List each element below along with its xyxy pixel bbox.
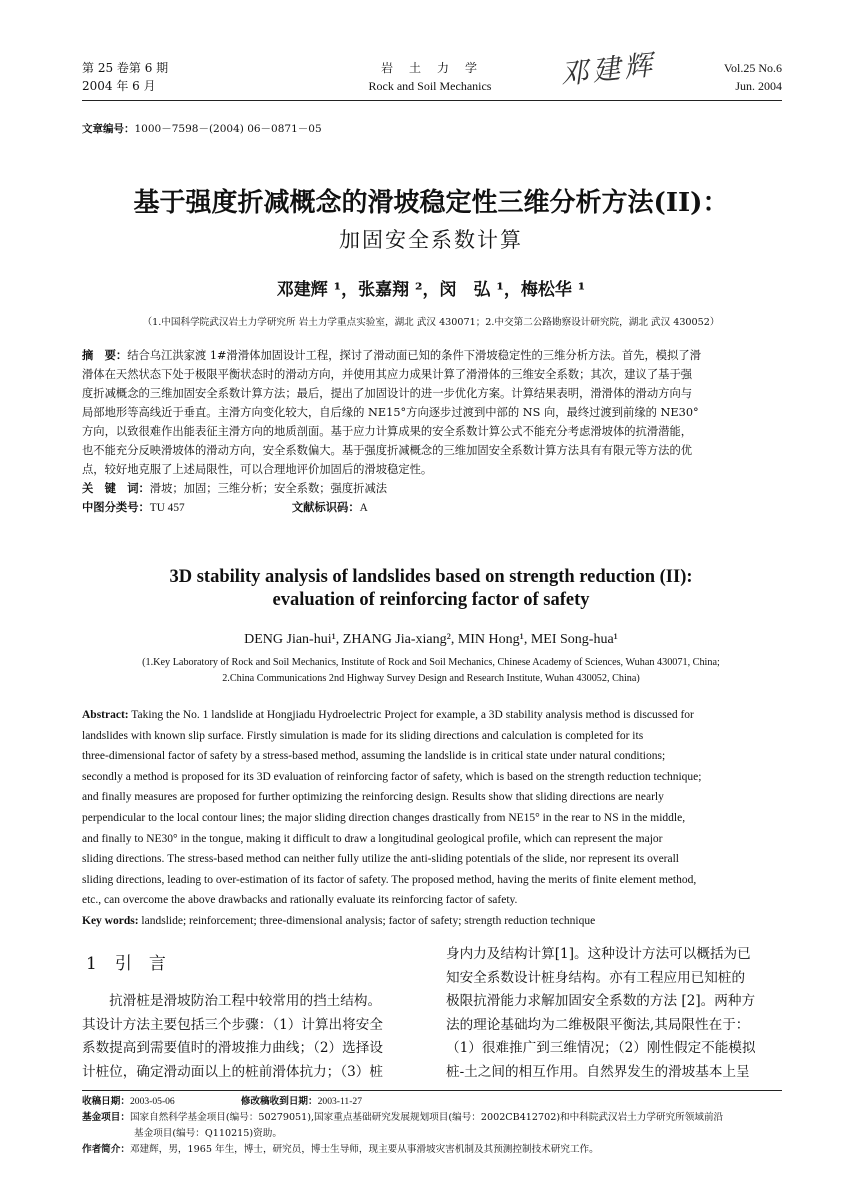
- abstract-en-line: landslides with known slip surface. Firstly simulation is made for its sliding directions and calculation is completed for its: [82, 729, 644, 742]
- article-number: 文章编号：1000－7598－(2004) 06－0871－05: [82, 123, 322, 135]
- body-line: 桩-土之间的相互作用。自然界发生的滑坡基本上呈: [446, 1063, 750, 1080]
- abstract-en-line: etc., can overcome the above drawbacks and rationally evaluate its reinforcing factor of safety.: [82, 894, 518, 907]
- body-line: 计桩位，确定滑动面以上的桩前滑体抗力；（3）桩: [82, 1063, 383, 1080]
- footnote-rule: [82, 1090, 782, 1091]
- body-line: （1）很难推广到三维情况；（2）刚性假定不能模拟: [446, 1040, 756, 1056]
- authors-cn: 邓建辉 ¹，张嘉翔 ²，闵 弘 ¹，梅松华 ¹: [276, 280, 586, 300]
- abstract-en: [82, 705, 782, 932]
- abstract-en-line: perpendicular to the local contour lines; the major sliding direction changes drastically from NE15° in the rear to NS in the middle,: [82, 811, 686, 824]
- body-line: 法的理论基础均为二维极限平衡法,其局限性在于：: [446, 1016, 750, 1033]
- header-vol-issue-en: Vol.25 No.6: [723, 61, 782, 75]
- abstract-cn-label: 摘 要：: [82, 348, 128, 362]
- affiliation-en-line-2: 2.China Communications 2nd Highway Survey Design and Research Institute, Wuhan 430052, China): [222, 673, 640, 684]
- handwritten-signature: 邓建辉: [558, 48, 658, 91]
- title-en-line-2: evaluation of reinforcing factor of safety: [272, 590, 590, 610]
- header-rule: [82, 100, 782, 101]
- abstract-en-line: and finally measures are proposed for further optimizing the reinforcing design. Results show that sliding directions are nearly: [82, 791, 664, 804]
- body-right-column: [446, 943, 786, 1084]
- header-date-cn: 2004 年 6 月: [82, 79, 156, 93]
- keywords-cn: 关 键 词：滑坡；加固；三维分析；安全系数；强度折减法: [82, 481, 388, 495]
- affiliation-en-line-1: (1.Key Laboratory of Rock and Soil Mechanics, Institute of Rock and Soil Mechanics, Chinese Academy of Sciences, Wuhan 430071, China;: [142, 657, 720, 668]
- footnote-received: 收稿日期：2003-05-06 修改稿收到日期：2003-11-27: [82, 1096, 363, 1107]
- abstract-cn-line: 度折减概念的三维加固安全系数计算方法；最后，提出了加固设计的进一步优化方案。计算结果表明，滑滑体的滑动方向与: [82, 387, 693, 400]
- header-journal-en: Rock and Soil Mechanics: [368, 79, 492, 93]
- title-en-line-1: 3D stability analysis of landslides based on strength reduction (II):: [169, 567, 693, 587]
- subtitle-cn: 加固安全系数计算: [339, 228, 523, 252]
- abstract-cn-line: 结合乌江洪家渡 1#滑滑体加固设计工程，探讨了滑动面已知的条件下滑坡稳定性的三维分析方法。首先，模拟了滑: [127, 349, 701, 362]
- section-heading: [86, 952, 166, 976]
- section-title: 引 言: [114, 954, 166, 974]
- title-cn: 基于强度折减概念的滑坡稳定性三维分析方法(II)：: [133, 188, 729, 218]
- abstract-cn-line: 也不能充分反映滑坡体的滑动方向，安全系数偏大。基于强度折减概念的三维加固安全系数计算方法具有有限元等方法的优: [82, 444, 693, 457]
- authors-en: DENG Jian-hui¹, ZHANG Jia-xiang², MIN Hong¹, MEI Song-hua¹: [244, 632, 618, 647]
- header-vol-issue-cn: 第 25 卷第 6 期: [82, 61, 169, 75]
- classification-line: 中图分类号：TU 457 文献标识码：A: [82, 500, 368, 514]
- body-line: 极限抗滑能力求解加固安全系数的方法 [2]。两种方: [446, 993, 756, 1009]
- body-line: 知安全系数设计桩身结构。亦有工程应用已知桩的: [446, 969, 746, 986]
- abstract-cn: [82, 346, 782, 518]
- footnotes: [82, 1094, 792, 1158]
- header-date-en: Jun. 2004: [735, 79, 782, 93]
- keywords-en: Key words: landslide; reinforcement; three-dimensional analysis; factor of safety; strength reduction technique: [82, 914, 596, 927]
- abstract-en-line: sliding directions. The stress-based method can neither fully utilize the anti-sliding potentials of the slide, nor represent its overall: [82, 853, 680, 866]
- abstract-en-label: Abstract:: [82, 709, 129, 721]
- section-number: 1: [86, 954, 97, 974]
- abstract-en-line: three-dimensional factor of safety by a stress-based method, assuming the landslide is in critical state under natural conditions;: [82, 750, 666, 763]
- abstract-en-line: secondly a method is proposed for its 3D evaluation of reinforcing factor of safety, which is based on the strength reduction technique;: [82, 770, 702, 783]
- footnote-fund: 基金项目：国家自然科学基金项目(编号：50279051),国家重点基础研究发展规划项目(编号：2002CB412702)和中科院武汉岩土力学研究所领域前沿: [82, 1112, 724, 1123]
- affiliation-cn: （1.中国科学院武汉岩土力学研究所 岩土力学重点实验室，湖北 武汉 430071；2.中交第二公路勘察设计研究院，湖北 武汉 430052）: [142, 317, 720, 328]
- header-journal-cn: 岩 土 力 学: [380, 61, 479, 75]
- body-left-column: [82, 990, 422, 1084]
- footnote-fund-cont: 基金项目(编号：Q110215)资助。: [134, 1128, 282, 1139]
- abstract-cn-line: 滑体在天然状态下处于极限平衡状态时的滑动方向，并使用其应力成果计算了滑滑体的三维安全系数；其次，建议了基于强: [82, 368, 693, 381]
- footnote-author: 作者简介：邓建辉，男，1965 年生，博士，研究员，博士生导师，现主要从事滑坡灾害机制及其预测控制技术研究工作。: [82, 1144, 599, 1155]
- abstract-cn-line: 点，较好地克服了上述局限性，可以合理地评价加固后的滑坡稳定性。: [82, 463, 433, 476]
- abstract-cn-line: 局部地形等高线近于垂直。主滑方向变化较大，自后缘的 NE15°方向逐步过渡到中部的 NS 向，最终过渡到前缘的 NE30°: [82, 406, 699, 419]
- body-line: 抗滑桩是滑坡防治工程中较常用的挡土结构。: [82, 993, 382, 1009]
- body-line: 身内力及结构计算[1]。这种设计方法可以概括为已: [446, 946, 751, 962]
- abstract-cn-line: 方向，以致很难作出能表征主滑方向的地质剖面。基于应力计算成果的安全系数计算公式不能充分考虑滑坡体的抗滑潜能，: [82, 425, 693, 438]
- abstract-en-line: and finally to NE30° in the tongue, making it difficult to draw a longitudinal geological profile, which can represent the major: [82, 832, 663, 845]
- abstract-en-line: sliding directions, leading to over-estimation of its factor of safety. The proposed method, having the merits of finite element method,: [82, 873, 697, 886]
- abstract-en-line: Taking the No. 1 landslide at Hongjiadu Hydroelectric Project for example, a 3D stability analysis method is discussed for: [128, 709, 694, 721]
- body-line: 其设计方法主要包括三个步骤：（1）计算出将安全: [82, 1016, 383, 1033]
- body-line: 系数提高到需要值时的滑坡推力曲线；（2）选择设: [82, 1040, 383, 1056]
